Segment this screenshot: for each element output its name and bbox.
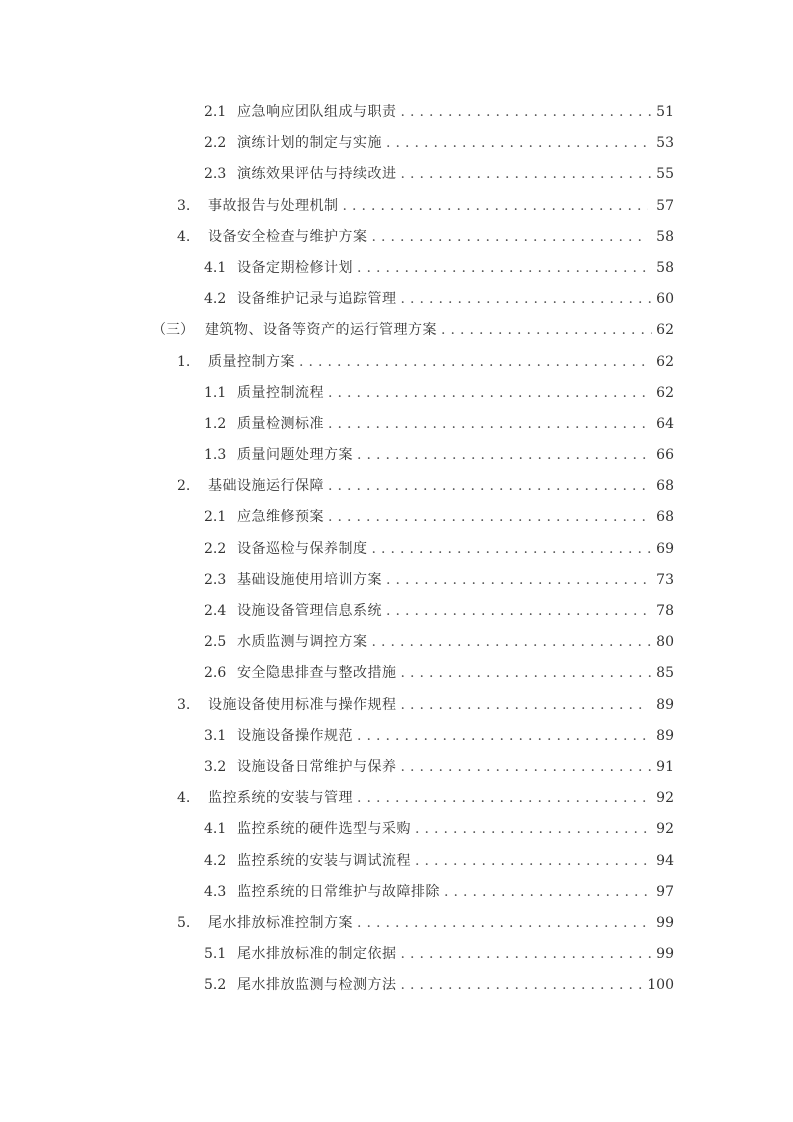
toc-entry-title: 质量控制方案: [208, 353, 295, 370]
toc-entry-number: 2.6: [204, 665, 227, 682]
toc-entry-title: 设备安全检查与维护方案: [208, 228, 368, 245]
toc-entry-page: 58: [656, 259, 674, 276]
toc-entry-number: 4.2: [204, 852, 227, 869]
toc-entry-title: 质量问题处理方案: [237, 447, 353, 464]
toc-entry-number: 2.1: [204, 509, 227, 526]
toc-entry[interactable]: [0, 534, 793, 565]
toc-entry[interactable]: [0, 752, 793, 783]
dot-leader: [357, 908, 648, 939]
dot-leader: [357, 783, 648, 814]
toc-entry-page: 73: [656, 571, 674, 588]
toc-entry-page: 68: [656, 478, 674, 495]
toc-entry-page: 92: [656, 821, 674, 838]
toc-entry-title: 水质监测与调控方案: [237, 634, 368, 651]
toc-entry[interactable]: [0, 846, 793, 877]
toc-entry[interactable]: [0, 128, 793, 159]
toc-entry[interactable]: [0, 970, 793, 1001]
toc-entry-page: 53: [656, 135, 674, 152]
toc-entry-title: 尾水排放标准的制定依据: [237, 946, 397, 963]
toc-entry-page: 94: [656, 852, 674, 869]
toc-entry[interactable]: [0, 877, 793, 908]
toc-entry-title: 演练效果评估与持续改进: [237, 166, 397, 183]
toc-entry-title: 尾水排放标准控制方案: [208, 914, 353, 931]
toc-entry-number: 4.3: [204, 883, 227, 900]
toc-entry-title: 安全隐患排查与整改措施: [237, 665, 397, 682]
toc-entry[interactable]: [0, 627, 793, 658]
toc-entry-title: 监控系统的安装与管理: [208, 790, 353, 807]
toc-entry-page: 62: [656, 384, 674, 401]
toc-entry-title: 设备巡检与保养制度: [237, 540, 368, 557]
toc-entry-number: 4.1: [204, 259, 227, 276]
toc-entry-title: 设备定期检修计划: [237, 259, 353, 276]
toc-entry-number: 2.1: [204, 104, 227, 120]
toc-entry-title: 监控系统的日常维护与故障排除: [237, 883, 440, 900]
toc-entry-title: 监控系统的硬件选型与采购: [237, 821, 411, 838]
toc-entry-page: 62: [656, 322, 674, 339]
toc-entry-page: 68: [656, 509, 674, 526]
toc-entry-title: 监控系统的安装与调试流程: [237, 852, 411, 869]
dot-leader: [415, 814, 652, 845]
dot-leader: [386, 565, 652, 596]
toc-entry[interactable]: [0, 284, 793, 315]
toc-entry-number: 4.2: [204, 291, 227, 308]
toc-entry-number: 3.1: [204, 727, 227, 744]
toc-entry-title: 设施设备日常维护与保养: [237, 758, 397, 775]
toc-entry-page: 80: [656, 634, 674, 651]
dot-leader: [401, 939, 653, 970]
dot-leader: [357, 721, 652, 752]
toc-entry-title: 设施设备使用标准与操作规程: [208, 696, 397, 713]
toc-entry-number: 4.: [177, 790, 191, 807]
toc-entry-title: 设施设备操作规范: [237, 727, 353, 744]
toc-entry-page: 51: [656, 104, 674, 120]
dot-leader: [328, 409, 652, 440]
toc-entry-page: 89: [656, 727, 674, 744]
toc-entry-page: 89: [656, 696, 674, 713]
toc-entry-page: 69: [656, 540, 674, 557]
toc-entry-page: 100: [647, 977, 674, 994]
dot-leader: [401, 97, 653, 128]
toc-entry[interactable]: [0, 502, 793, 533]
dot-leader: [401, 284, 653, 315]
dot-leader: [386, 128, 652, 159]
toc-entry[interactable]: [0, 658, 793, 689]
toc-entry[interactable]: [0, 222, 793, 253]
dot-leader: [328, 502, 652, 533]
toc-entry-title: 质量控制流程: [237, 384, 324, 401]
table-of-contents: [0, 97, 793, 1001]
toc-entry-page: 78: [656, 603, 674, 619]
toc-entry-title: 应急响应团队组成与职责: [237, 104, 397, 120]
toc-entry[interactable]: [0, 440, 793, 471]
toc-entry[interactable]: [0, 565, 793, 596]
dot-leader: [401, 752, 653, 783]
toc-entry[interactable]: [0, 159, 793, 190]
toc-entry[interactable]: [0, 253, 793, 284]
dot-leader: [357, 253, 652, 284]
toc-entry-number: （三）: [152, 322, 194, 339]
toc-entry-page: 62: [656, 353, 674, 370]
toc-entry-title: 事故报告与处理机制: [208, 197, 339, 214]
toc-entry-page: 99: [656, 946, 674, 963]
toc-entry-number: 2.3: [204, 571, 227, 588]
toc-entry[interactable]: [0, 939, 793, 970]
dot-leader: [401, 690, 649, 721]
toc-entry-number: 1.1: [204, 384, 227, 401]
toc-entry-number: 2.4: [204, 603, 227, 619]
toc-entry-title: 应急维修预案: [237, 509, 324, 526]
toc-entry-number: 2.: [177, 478, 191, 495]
toc-entry-number: 3.: [177, 696, 191, 713]
toc-entry[interactable]: [0, 814, 793, 845]
toc-entry-page: 57: [656, 197, 674, 214]
toc-entry[interactable]: [0, 471, 793, 502]
toc-entry-page: 66: [656, 447, 674, 464]
toc-entry-title: 基础设施运行保障: [208, 478, 324, 495]
toc-entry-title: 设备维护记录与追踪管理: [237, 291, 397, 308]
toc-entry[interactable]: [0, 721, 793, 752]
toc-entry-title: 演练计划的制定与实施: [237, 135, 382, 152]
toc-entry[interactable]: [0, 783, 793, 814]
dot-leader: [357, 440, 652, 471]
toc-entry-number: 5.1: [204, 946, 227, 963]
dot-leader: [328, 471, 648, 502]
toc-entry[interactable]: [0, 596, 793, 627]
toc-entry-number: 1.3: [204, 447, 227, 464]
dot-leader: [401, 159, 653, 190]
toc-entry-page: 85: [656, 665, 674, 682]
toc-entry-title: 质量检测标准: [237, 415, 324, 432]
toc-entry-page: 55: [656, 166, 674, 183]
toc-entry[interactable]: [0, 409, 793, 440]
toc-entry-number: 2.3: [204, 166, 227, 183]
toc-entry-page: 58: [656, 228, 674, 245]
toc-entry-number: 3.2: [204, 758, 227, 775]
dot-leader: [401, 658, 653, 689]
dot-leader: [415, 846, 652, 877]
dot-leader: [441, 315, 652, 346]
toc-entry-number: 2.5: [204, 634, 227, 651]
toc-entry[interactable]: [0, 97, 793, 128]
toc-entry-page: 91: [656, 758, 674, 775]
toc-entry-title: 设施设备管理信息系统: [237, 603, 382, 619]
toc-entry-page: 64: [656, 415, 674, 432]
toc-entry[interactable]: [0, 347, 793, 378]
toc-entry-page: 99: [656, 914, 674, 931]
toc-entry[interactable]: [0, 315, 793, 346]
toc-entry-number: 2.2: [204, 135, 227, 152]
toc-entry-number: 2.2: [204, 540, 227, 557]
toc-entry-number: 5.: [177, 914, 191, 931]
toc-entry-number: 1.: [177, 353, 191, 370]
toc-entry-number: 4.: [177, 228, 191, 245]
dot-leader: [444, 877, 652, 908]
toc-entry-title: 建筑物、设备等资产的运行管理方案: [205, 322, 437, 339]
dot-leader: [372, 222, 649, 253]
toc-entry[interactable]: [0, 690, 793, 721]
dot-leader: [343, 191, 649, 222]
toc-entry-number: 1.2: [204, 415, 227, 432]
toc-entry-number: 5.2: [204, 977, 227, 994]
toc-entry-number: 4.1: [204, 821, 227, 838]
dot-leader: [328, 378, 652, 409]
toc-entry-page: 97: [656, 883, 674, 900]
toc-entry-number: 3.: [177, 197, 191, 214]
toc-entry-title: 尾水排放监测与检测方法: [237, 977, 397, 994]
dot-leader: [299, 347, 648, 378]
toc-entry[interactable]: [0, 378, 793, 409]
dot-leader: [372, 627, 653, 658]
dot-leader: [372, 534, 653, 565]
toc-entry-title: 基础设施使用培训方案: [237, 571, 382, 588]
toc-entry-page: 92: [656, 790, 674, 807]
toc-entry-page: 60: [656, 291, 674, 308]
toc-entry[interactable]: [0, 908, 793, 939]
dot-leader: [386, 596, 652, 627]
dot-leader: [401, 970, 644, 1001]
toc-entry[interactable]: [0, 191, 793, 222]
